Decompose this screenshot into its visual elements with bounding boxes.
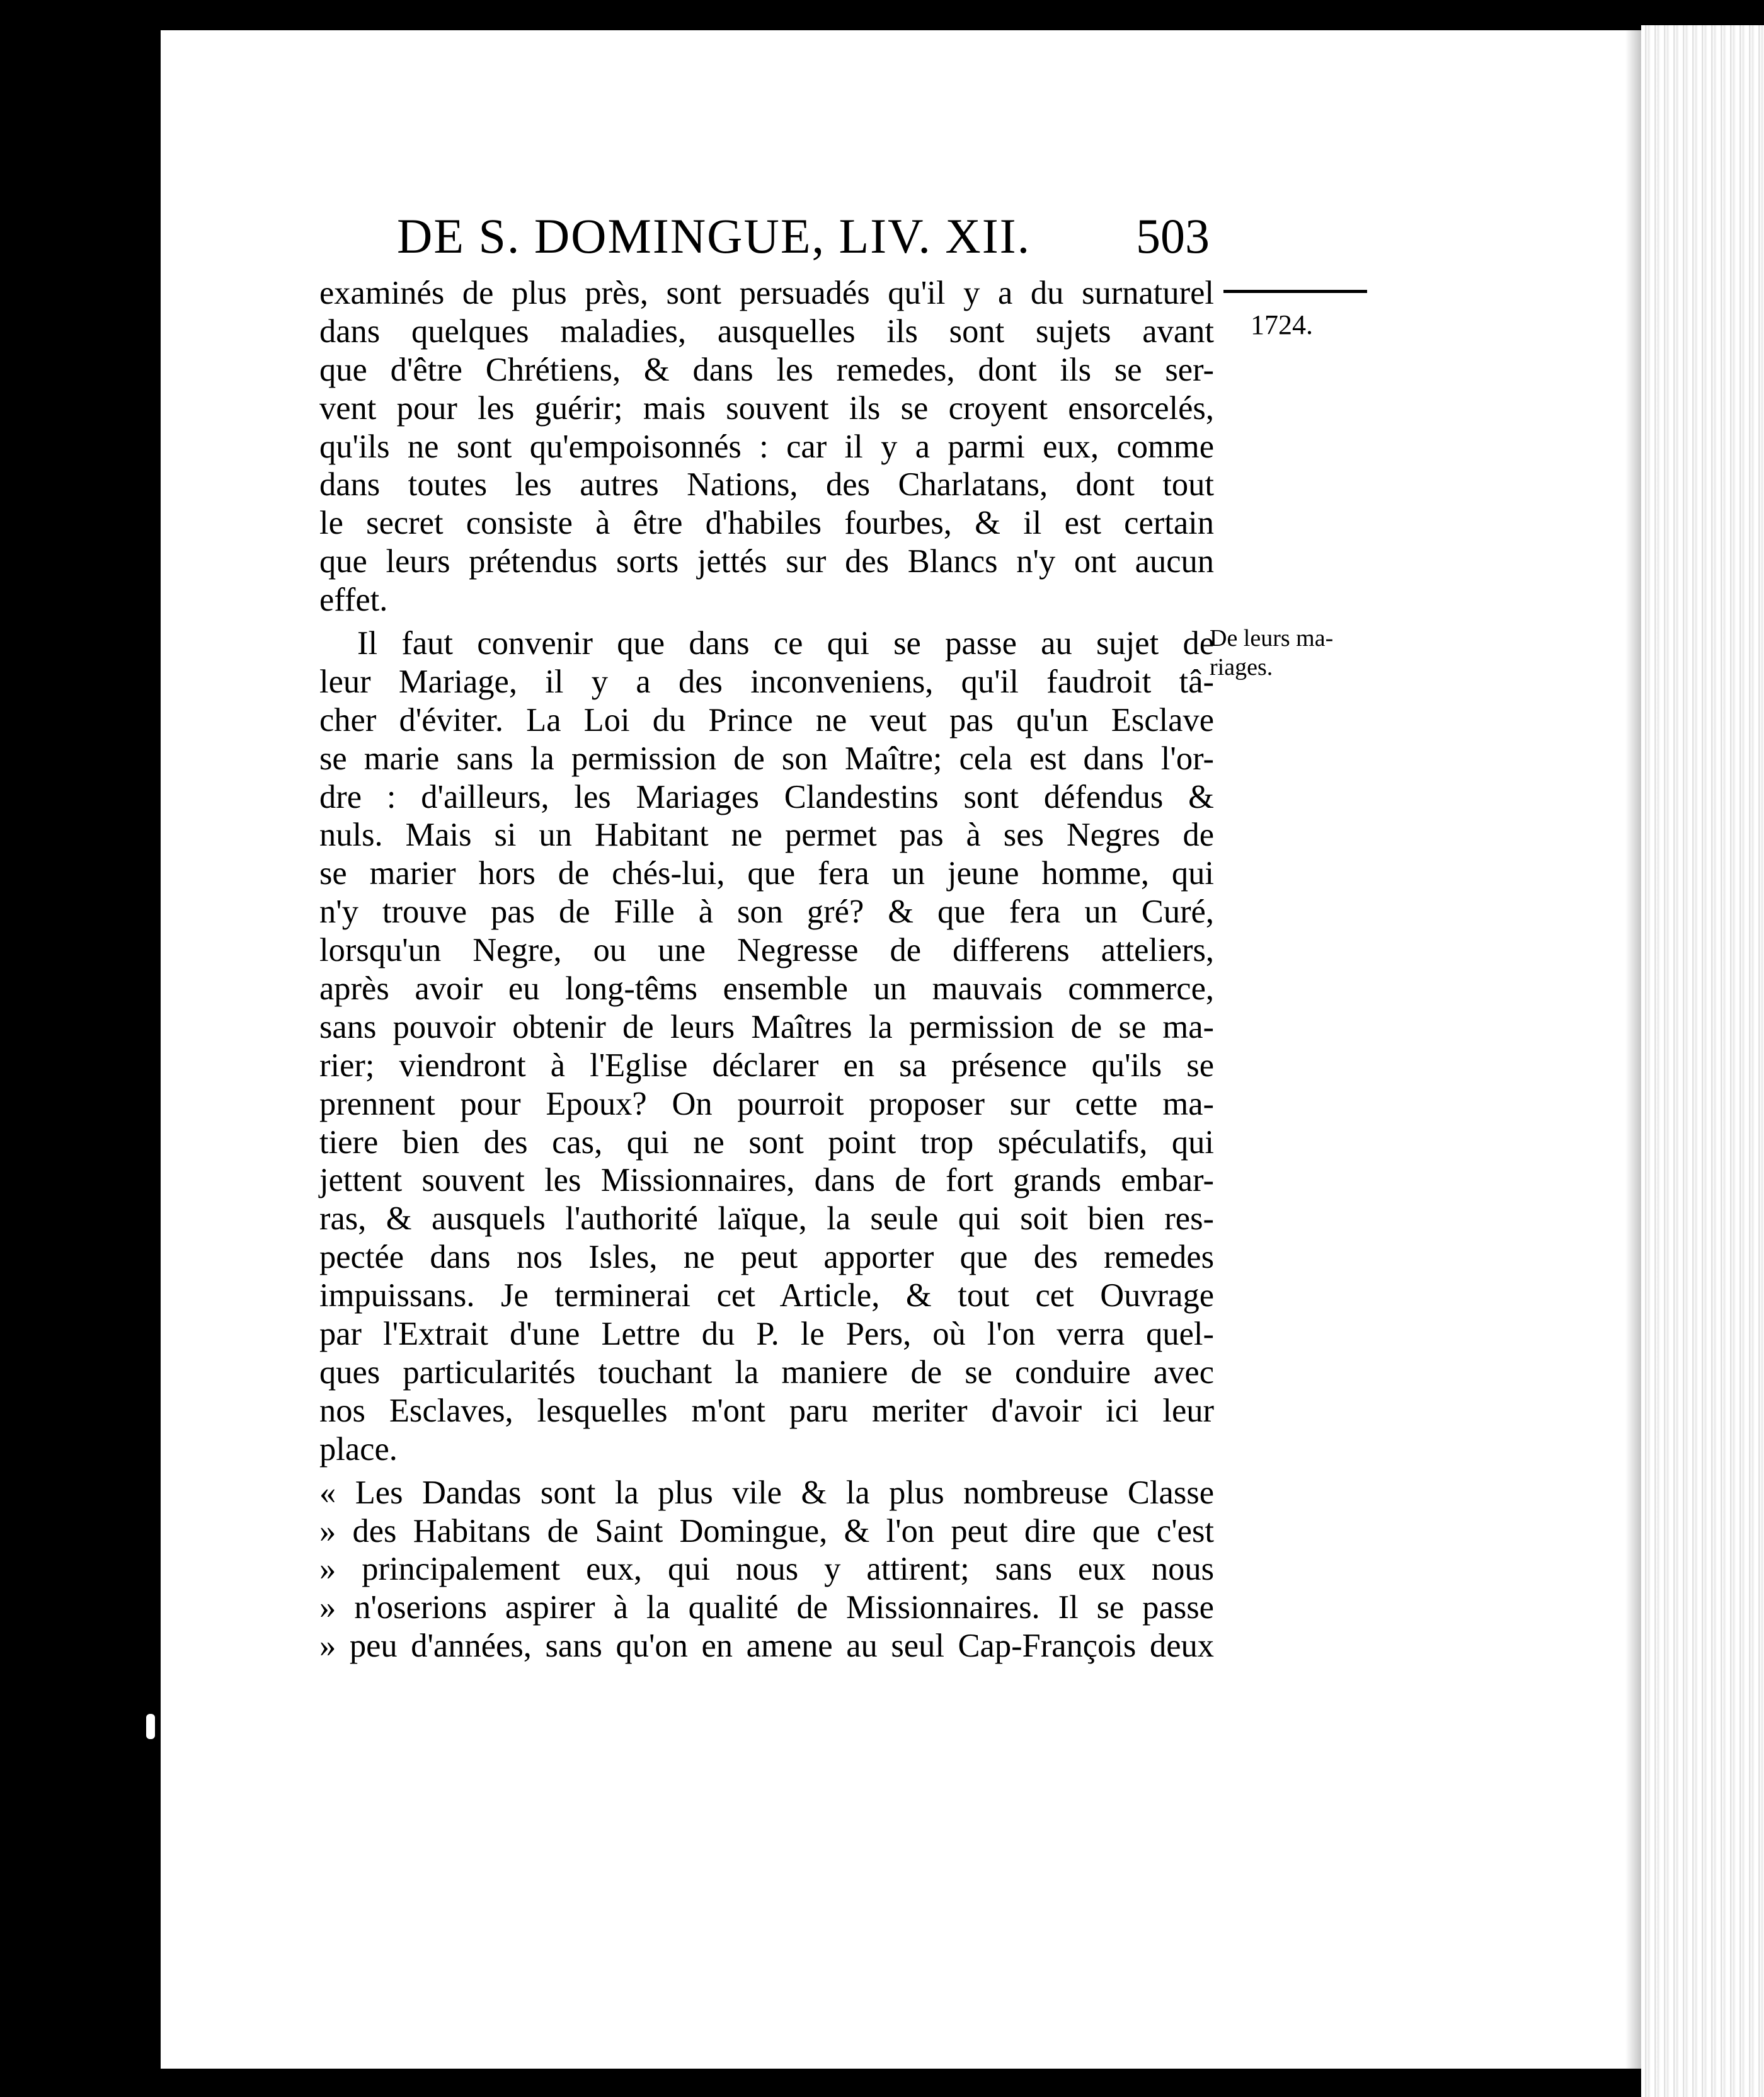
scan-border-top	[0, 0, 1764, 25]
book-binding-left	[0, 25, 164, 2097]
text-line: place.	[319, 1430, 398, 1468]
text-line: vent pour les guérir; mais souvent ils se croyent ensorcelés,	[319, 389, 1214, 427]
margin-year: 1724.	[1251, 309, 1313, 340]
quote-line: » des Habitans de Saint Domingue, & l'on peut dire que c'est	[319, 1512, 1214, 1549]
text-line: après avoir eu long-têms ensemble un mauvais commerce,	[319, 970, 1214, 1008]
text-line: que leurs prétendus sorts jettés sur des Blancs n'y ont aucun	[319, 543, 1214, 580]
text-line: ras, & ausquels l'authorité laïque, la seule qui soit bien res-	[319, 1200, 1214, 1238]
text-line: le secret consiste à être d'habiles fourbes, & il est certain	[319, 505, 1214, 542]
text-line: tiere bien des cas, qui ne sont point trop spéculatifs, qui	[319, 1123, 1214, 1161]
quote-line: « Les Dandas sont la plus vile & la plus nombreuse Classe	[319, 1474, 1214, 1511]
text-line: impuissans. Je terminerai cet Article, & tout cet Ouvrage	[319, 1277, 1214, 1314]
running-head	[397, 208, 1210, 271]
text-line: qu'ils ne sont qu'empoisonnés : car il y a parmi eux, comme	[319, 428, 1214, 465]
text-line: Il faut convenir que dans ce qui se passe au sujet de	[357, 625, 1214, 662]
text-line: cher d'éviter. La Loi du Prince ne veut pas qu'un Esclave	[319, 701, 1214, 738]
text-line: se marie sans la permission de son Maître; cela est dans l'or-	[319, 740, 1214, 777]
text-line: pectée dans nos Isles, ne peut apporter que des remedes	[319, 1239, 1214, 1276]
text-line: effet.	[319, 582, 388, 619]
margin-rule	[1223, 290, 1367, 293]
quotation	[319, 1474, 1214, 1665]
quote-line: » peu d'années, sans qu'on en amene au seul Cap-François deux	[319, 1628, 1214, 1665]
quote-line: » n'oserions aspirer à la qualité de Missionnaires. Il se passe	[319, 1589, 1214, 1626]
margin-note-line: riages.	[1210, 654, 1273, 681]
scan-smudge	[146, 1714, 155, 1739]
page-edges	[1641, 25, 1764, 2097]
text-line: examinés de plus près, sont persuadés qu'il y a du surnaturel	[319, 275, 1214, 311]
margin-note	[1210, 624, 1361, 682]
paragraph-2	[319, 624, 1214, 1469]
text-line: que d'être Chrétiens, & dans les remedes, dont ils se ser-	[319, 351, 1214, 388]
text-line: nuls. Mais si un Habitant ne permet pas à ses Negres de	[319, 817, 1214, 854]
paragraph-1	[319, 274, 1214, 619]
text-line: prennent pour Epoux? On pourroit proposer sur cette ma-	[319, 1085, 1214, 1122]
text-line: nos Esclaves, lesquelles m'ont paru meriter d'avoir ici leur	[319, 1392, 1214, 1429]
text-line: sans pouvoir obtenir de leurs Maîtres la permission de se ma-	[319, 1008, 1214, 1045]
text-line: lorsqu'un Negre, ou une Negresse de differens atteliers,	[319, 932, 1214, 969]
page-number: 503	[1136, 209, 1210, 263]
page-gutter-shadow	[1625, 30, 1643, 2069]
text-line: leur Mariage, il y a des inconveniens, qu'il faudroit tâ-	[319, 663, 1214, 700]
running-head-title: DE S. DOMINGUE, LIV. XII.	[397, 209, 1031, 263]
text-line: par l'Extrait d'une Lettre du P. le Pers, où l'on verra quel-	[319, 1316, 1214, 1353]
text-line: jettent souvent les Missionnaires, dans de fort grands embar-	[319, 1162, 1214, 1199]
text-line: dre : d'ailleurs, les Mariages Clandestins sont défendus &	[319, 778, 1214, 815]
text-line: ques particularités touchant la maniere de se conduire avec	[319, 1353, 1214, 1391]
text-line: dans quelques maladies, ausquelles ils sont sujets avant	[319, 313, 1214, 350]
quote-line: » principalement eux, qui nous y attirent; sans eux nous	[319, 1551, 1214, 1588]
text-line: se marier hors de chés-lui, que fera un jeune homme, qui	[319, 855, 1214, 892]
margin-note-line: De leurs ma-	[1210, 625, 1334, 652]
text-line: rier; viendront à l'Eglise déclarer en sa présence qu'ils se	[319, 1047, 1214, 1084]
paragraph-gap	[319, 1469, 1214, 1474]
text-line: n'y trouve pas de Fille à son gré? & que fera un Curé,	[319, 893, 1214, 931]
paragraph-gap	[319, 619, 1214, 624]
body-text	[319, 274, 1214, 1665]
text-line: dans toutes les autres Nations, des Charlatans, dont tout	[319, 466, 1214, 503]
